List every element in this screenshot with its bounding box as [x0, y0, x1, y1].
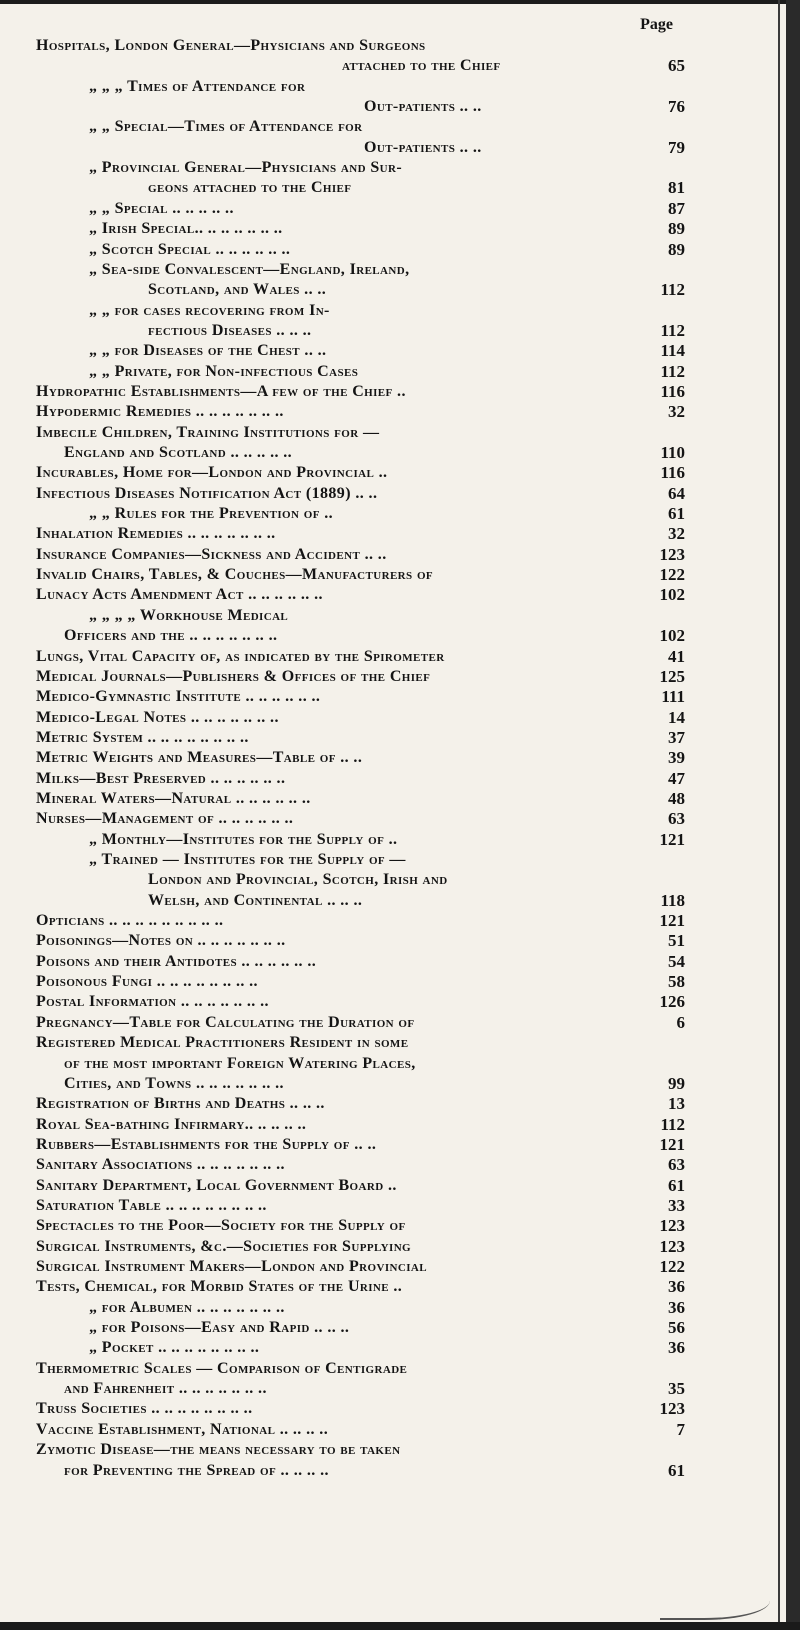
entry-page-number: 122: [659, 1257, 685, 1276]
entry-page-number: 61: [668, 504, 685, 524]
entry-page-number: 47: [668, 768, 685, 788]
entry-page-number: 63: [668, 1155, 685, 1175]
entry-page-number: 6: [676, 1012, 685, 1032]
entry-page-number: 111: [661, 687, 685, 707]
index-entry: [0, 972, 800, 992]
entry-page-number: 123: [659, 1399, 685, 1419]
entry-text: Incurables, Home for—London and Provincial ..: [36, 464, 388, 482]
entry-text: Sanitary Associations .. .. .. .. .. .. ..: [36, 1156, 285, 1174]
index-entry: [0, 1399, 800, 1419]
entry-text: Zymotic Disease—the means necessary to be taken: [36, 1441, 401, 1459]
entry-page-number: 39: [668, 748, 685, 768]
entry-text: „ Irish Special.. .. .. .. .. .. ..: [89, 220, 283, 238]
entry-text: „ Scotch Special .. .. .. .. .. ..: [89, 240, 291, 258]
entry-text: „ „ for Diseases of the Chest .. ..: [89, 342, 327, 360]
entry-page-number: 123: [659, 1236, 685, 1256]
entry-text: „ Monthly—Institutes for the Supply of ..: [89, 830, 398, 848]
entry-page-number: 36: [668, 1297, 685, 1317]
entry-text: „ Pocket .. .. .. .. .. .. .. ..: [89, 1339, 260, 1357]
entry-text: Royal Sea-bathing Infirmary.. .. .. .. ..: [36, 1115, 307, 1133]
entry-page-number: 63: [668, 809, 685, 829]
entry-text: „ Sea-side Convalescent—England, Ireland,: [89, 260, 410, 278]
entry-text: Surgical Instrument Makers—London and Provincial: [36, 1258, 427, 1275]
index-entry: [0, 565, 800, 585]
index-entry: [0, 545, 800, 565]
index-entry: [0, 728, 800, 748]
entry-text: „ for Albumen .. .. .. .. .. .. ..: [89, 1298, 285, 1316]
index-entry: [0, 870, 800, 890]
index-entry: [0, 647, 800, 667]
entry-text: for Preventing the Spread of .. .. .. ..: [64, 1461, 329, 1479]
entry-text: Spectacles to the Poor—Society for the Supply of: [36, 1217, 406, 1235]
index-entry: [0, 158, 800, 178]
entry-text: Medical Journals—Publishers & Offices of the Chief: [36, 667, 431, 685]
entry-page-number: 125: [659, 666, 685, 686]
index-entry: [0, 56, 800, 76]
entry-text: Pregnancy—Table for Calculating the Duration of: [36, 1013, 415, 1031]
entry-text: Scotland, and Wales .. ..: [148, 281, 327, 299]
entry-text: Saturation Table .. .. .. .. .. .. .. ..: [36, 1196, 267, 1214]
index-entry: [0, 1115, 800, 1135]
index-entry: [0, 1359, 800, 1379]
index-entry: [0, 789, 800, 809]
entry-text: „ „ Special—Times of Attendance for: [89, 118, 363, 136]
entry-page-number: 110: [660, 443, 685, 462]
index-entry: [0, 280, 800, 300]
entry-page-number: 89: [668, 239, 685, 259]
index-entry: [0, 178, 800, 198]
entry-text: Welsh, and Continental .. .. ..: [148, 891, 363, 909]
entry-page-number: 58: [668, 972, 685, 992]
index-entry: [0, 1298, 800, 1318]
index-entry: [0, 1094, 800, 1114]
entry-text: Poisonings—Notes on .. .. .. .. .. .. ..: [36, 932, 286, 950]
entry-page-number: 112: [660, 280, 685, 300]
entry-page-number: 121: [659, 829, 685, 849]
entry-text: Cities, and Towns .. .. .. .. .. .. ..: [64, 1074, 284, 1092]
entry-text: „ „ Special .. .. .. .. ..: [89, 199, 234, 217]
entry-text: Hospitals, London General—Physicians and Surgeons: [36, 37, 426, 54]
entry-text: Milks—Best Preserved .. .. .. .. .. ..: [36, 769, 286, 787]
index-entry: [0, 830, 800, 850]
entry-page-number: 65: [668, 56, 685, 76]
entry-text: Thermometric Scales — Comparison of Centigrade: [36, 1359, 408, 1377]
page-column-heading: Page: [640, 16, 673, 33]
entry-page-number: 36: [668, 1338, 685, 1358]
index-entry: [0, 524, 800, 544]
entry-page-number: 116: [660, 463, 685, 483]
entry-page-number: 7: [676, 1419, 685, 1439]
entry-page-number: 61: [668, 1460, 685, 1480]
entry-text: Out-patients .. ..: [364, 138, 482, 156]
entry-text: „ „ „ „ Workhouse Medical: [89, 606, 289, 624]
entry-text: Poisonous Fungi .. .. .. .. .. .. .. ..: [36, 973, 258, 991]
entry-text: „ Trained — Institutes for the Supply of —: [89, 851, 406, 868]
entry-page-number: 118: [660, 890, 685, 910]
entry-text: Infectious Diseases Notification Act (1889) .. ..: [36, 484, 378, 502]
index-entry: [0, 362, 800, 382]
index-entry: [0, 952, 800, 972]
entry-page-number: 35: [668, 1379, 685, 1399]
index-entry: [0, 402, 800, 422]
index-entry: [0, 117, 800, 137]
index-entry: [0, 1196, 800, 1216]
index-entry: [0, 484, 800, 504]
entry-text: fectious Diseases .. .. ..: [148, 321, 312, 339]
index-entry: [0, 1318, 800, 1338]
entry-page-number: 36: [668, 1277, 685, 1297]
entry-text: „ „ „ Times of Attendance for: [89, 77, 306, 95]
entry-page-number: 37: [668, 727, 685, 747]
index-entry: [0, 504, 800, 524]
entry-text: Opticians .. .. .. .. .. .. .. .. ..: [36, 912, 224, 930]
index-entry: [0, 443, 800, 463]
entry-page-number: 116: [660, 381, 685, 401]
entry-text: „ „ Private, for Non-infectious Cases: [89, 362, 359, 380]
entry-page-number: 126: [659, 992, 685, 1012]
entry-text: Sanitary Department, Local Government Board ..: [36, 1176, 397, 1194]
index-entry: [0, 809, 800, 829]
entry-text: Surgical Instruments, &c.—Societies for Supplying: [36, 1237, 411, 1255]
entry-text: Officers and the .. .. .. .. .. .. ..: [64, 627, 278, 645]
entry-page-number: 122: [659, 565, 685, 585]
index-entry: [0, 992, 800, 1012]
entry-text: Nurses—Management of .. .. .. .. .. ..: [36, 810, 294, 828]
index-entry: [0, 585, 800, 605]
index-entry: [0, 850, 800, 870]
index-entry: [0, 769, 800, 789]
entry-page-number: 81: [668, 178, 685, 198]
entry-page-number: 99: [668, 1073, 685, 1093]
entry-page-number: 76: [668, 97, 685, 117]
index-entry: [0, 1074, 800, 1094]
entry-page-number: 79: [668, 137, 685, 157]
index-entry: [0, 1033, 800, 1053]
entry-page-number: 121: [659, 911, 685, 931]
entry-text: Registration of Births and Deaths .. .. ..: [36, 1095, 325, 1113]
index-entry: [0, 301, 800, 321]
entry-page-number: 114: [660, 341, 685, 361]
entry-text: „ „ Rules for the Prevention of ..: [89, 505, 334, 523]
entry-text: Invalid Chairs, Tables, & Couches—Manufacturers of: [36, 566, 434, 584]
index-entry: [0, 36, 800, 56]
entry-text: England and Scotland .. .. .. .. ..: [64, 444, 293, 461]
index-entry: [0, 199, 800, 219]
entry-page-number: 41: [668, 646, 685, 666]
entry-page-number: 13: [668, 1094, 685, 1114]
entry-text: attached to the Chief: [342, 57, 501, 75]
index-entry: [0, 219, 800, 239]
index-entry: [0, 321, 800, 341]
index-entry: [0, 891, 800, 911]
index-entry: [0, 1155, 800, 1175]
entry-text: „ for Poisons—Easy and Rapid .. .. ..: [89, 1319, 350, 1337]
entry-text: Postal Information .. .. .. .. .. .. ..: [36, 993, 269, 1011]
entry-text: Insurance Companies—Sickness and Accident .. ..: [36, 545, 387, 563]
entry-text: Imbecile Children, Training Institutions for —: [36, 423, 380, 441]
index-entry: [0, 606, 800, 626]
entry-page-number: 112: [660, 320, 685, 340]
entry-text: Vaccine Establishment, National .. .. .. ..: [36, 1420, 329, 1438]
entry-page-number: 102: [659, 585, 685, 605]
index-entry: [0, 1176, 800, 1196]
index-entry: [0, 931, 800, 951]
entry-text: Out-patients .. ..: [364, 98, 482, 116]
entry-text: Medico-Legal Notes .. .. .. .. .. .. ..: [36, 708, 279, 726]
index-entry: [0, 97, 800, 117]
index-entry: [0, 667, 800, 687]
entry-text: of the most important Foreign Watering Places,: [64, 1054, 416, 1072]
index-entry: [0, 260, 800, 280]
entry-text: Hydropathic Establishments—A few of the Chief ..: [36, 382, 406, 400]
entry-text: Hypodermic Remedies .. .. .. .. .. .. ..: [36, 403, 284, 421]
index-entry: [0, 1216, 800, 1236]
entry-text: Rubbers—Establishments for the Supply of .. ..: [36, 1135, 377, 1153]
entry-text: Truss Societies .. .. .. .. .. .. .. ..: [36, 1400, 253, 1418]
index-entry: [0, 708, 800, 728]
entry-page-number: 89: [668, 219, 685, 239]
entry-text: Mineral Waters—Natural .. .. .. .. .. ..: [36, 789, 311, 807]
index-entry: [0, 423, 800, 443]
entry-text: London and Provincial, Scotch, Irish and: [148, 871, 448, 889]
entry-text: Lungs, Vital Capacity of, as indicated by the Spirometer: [36, 647, 445, 665]
entry-page-number: 14: [668, 707, 685, 727]
index-entry: [0, 138, 800, 158]
index-entry: [0, 240, 800, 260]
index-entry: [0, 1461, 800, 1481]
entry-page-number: 112: [660, 361, 685, 381]
entry-page-number: 87: [668, 198, 685, 218]
entry-text: Poisons and their Antidotes .. .. .. .. .. ..: [36, 952, 317, 970]
entry-page-number: 32: [668, 402, 685, 422]
entry-page-number: 121: [659, 1134, 685, 1154]
index-entry: [0, 1257, 800, 1277]
index-entry: [0, 77, 800, 97]
entry-page-number: 112: [660, 1114, 685, 1134]
entry-text: geons attached to the Chief: [148, 179, 352, 197]
entry-text: Metric Weights and Measures—Table of .. ..: [36, 749, 363, 767]
entry-text: „ Provincial General—Physicians and Sur-: [89, 159, 403, 177]
entry-page-number: 61: [668, 1175, 685, 1195]
entry-page-number: 33: [668, 1195, 685, 1215]
entry-page-number: 48: [668, 788, 685, 808]
entry-text: and Fahrenheit .. .. .. .. .. .. ..: [64, 1380, 267, 1398]
index-entry: [0, 687, 800, 707]
index-entry: [0, 1135, 800, 1155]
entry-page-number: 64: [668, 483, 685, 503]
entry-page-number: 32: [668, 524, 685, 544]
index-entry: [0, 382, 800, 402]
entry-page-number: 51: [668, 931, 685, 951]
entry-page-number: 54: [668, 951, 685, 971]
entry-page-number: 123: [659, 544, 685, 564]
entry-text: Tests, Chemical, for Morbid States of the Urine ..: [36, 1278, 403, 1296]
index-entry: [0, 1379, 800, 1399]
index-entry: [0, 463, 800, 483]
index-entry: [0, 911, 800, 931]
entry-text: Metric System .. .. .. .. .. .. .. ..: [36, 728, 249, 746]
index-entry: [0, 1420, 800, 1440]
index-entry: [0, 1054, 800, 1074]
index-entry: [0, 748, 800, 768]
entry-text: Registered Medical Practitioners Resident in some: [36, 1034, 409, 1052]
entry-text: Inhalation Remedies .. .. .. .. .. .. ..: [36, 525, 276, 543]
entry-page-number: 123: [659, 1216, 685, 1236]
entry-text: Lunacy Acts Amendment Act .. .. .. .. .. ..: [36, 586, 323, 604]
entry-text: Medico-Gymnastic Institute .. .. .. .. .. ..: [36, 688, 321, 706]
index-entry: [0, 1338, 800, 1358]
entry-page-number: 56: [668, 1318, 685, 1338]
index-entry: [0, 341, 800, 361]
index-entry: [0, 626, 800, 646]
index-entry: [0, 1440, 800, 1460]
index-entry: [0, 1277, 800, 1297]
index-entry: [0, 1237, 800, 1257]
entry-page-number: 102: [659, 626, 685, 646]
entry-text: „ „ for cases recovering from In-: [89, 301, 330, 319]
index-entry: [0, 1013, 800, 1033]
